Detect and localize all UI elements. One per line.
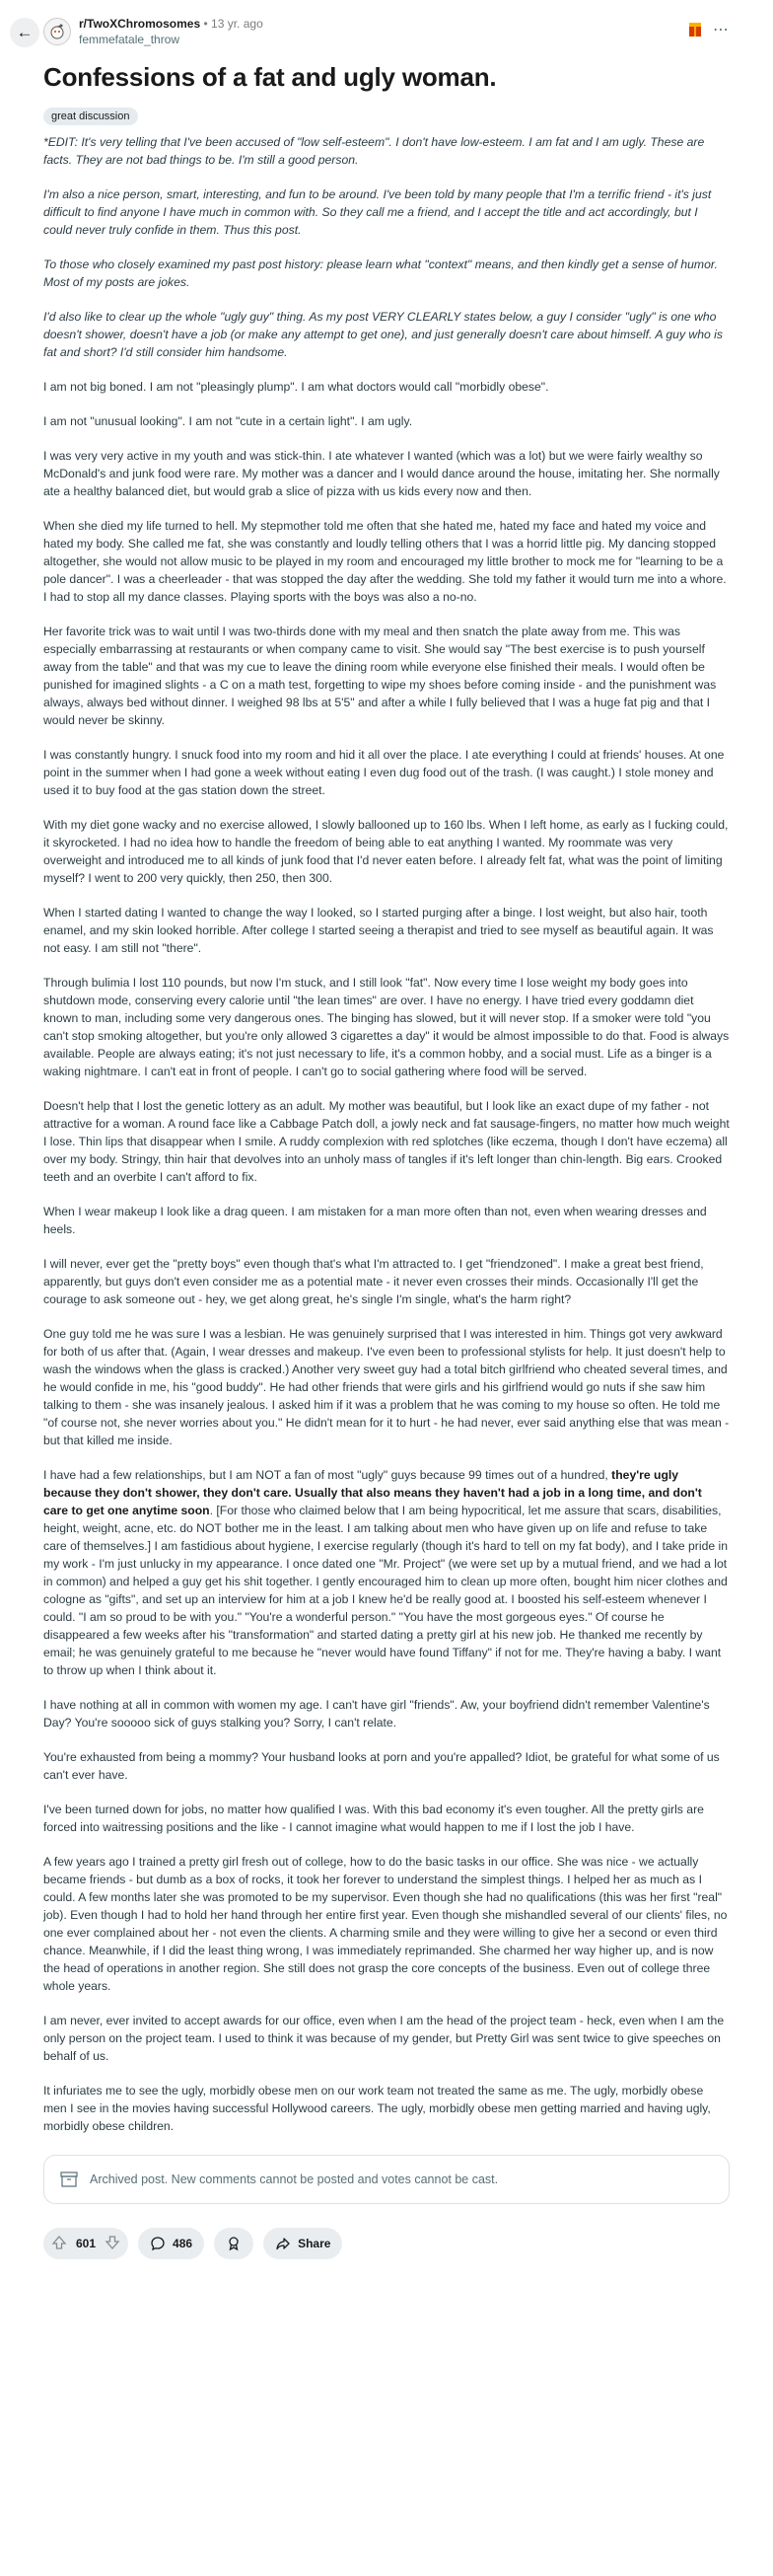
post-paragraph: Her favorite trick was to wait until I was two-thirds done with my meal and then snatch the plate away from me. This was especially embarrassing at restaurants or when company came to visit. She would say "The best exercise is to push yourself away from the table" and that was my cue to leave the dining room while everyone else finished their meals. I would often be punished for imagined slights - a C on a math test, forgetting to wipe my shoes before coming inside - and the punishment was always, always bed without dinner. I weighed 98 lbs at 5'5" and after a while I fully believed that I was a huge fat pig and that I would never be skinny.: [43, 625, 717, 727]
post-meta: [79, 16, 263, 47]
post-paragraph: It infuriates me to see the ugly, morbidly obese men on our work team not treated the same as me. The ugly, morbidly obese men I see in the movies having successful Hollywood careers. The ugly, morbidly obese men getting married and having ugly, morbidly obese children.: [43, 2084, 711, 2133]
post-paragraph: Through bulimia I lost 110 pounds, but now I'm stuck, and I still look "fat". Now every time I lose weight my body goes into shutdown mode, conserving every calorie until "the lean times" are over. I have no energy. I have tried every goddamn diet known to man, including some very dangerous ones. The binging has slowed, but it will never stop. If a smoker were told "you can't stop smoking altogether, but you're only allowed 3 cigarettes a day" it would be almost impossible to do that. Food is always available. People are always eating; it's not just necessary to life, it's a common hobby, and a social must. Life as a binger is a waking nightmare. I can't eat in front of people. I can't go to social gathering where food will be served.: [43, 976, 730, 1078]
post-paragraph: You're exhausted from being a mommy? Your husband looks at porn and you're appalled? Idiot, be grateful for what some of us can't ever have.: [43, 1750, 720, 1782]
paragraph-text: . [For those who claimed below that I am being hypocritical, let me assure that scars, disabilities, height, weight, acne, etc. do NOT bother me in the least. I am talking about men who have given up on life and refuse to take care of themselves.] I am fastidious about hygiene, I exercise regularly (though it's hard to tell on my fat body), and I take pride in my work - I'm just unlucky in my appearance. I once dated one "Mr. Project" (we were set up by a mutual friend, and we had a lot in common) and helped a guy get his shit together. I gently encouraged him to clean up more often, bought him nicer clothes and cologne as "gifts", and set up an interview for him at a job I knew he'd be really good at. I boosted his self-esteem whenever I could. "I am so proud to be with you." "You're a wonderful person." "You have the most gorgeous eyes." Of course he disappeared a few weeks after his "transformation" and started dating a pretty girl at his new job. He thanked me recently by email; he was genuinely grateful to me because he "never would have found Tiffany" if not for me. They're having a baby. I want to throw up when I think about it.: [43, 1504, 728, 1677]
comment-bubble-icon: [150, 2236, 166, 2251]
post-paragraph: *EDIT: It's very telling that I've been accused of "low self-esteem". I don't have low-esteem. I am fat and I am ugly. These are facts. They are not bad things to be. I'm still a good person.: [43, 135, 705, 167]
upvote-arrow-icon[interactable]: [51, 2235, 67, 2253]
archived-notice: [43, 2155, 730, 2204]
share-button[interactable]: [263, 2228, 342, 2259]
post-paragraph: I am not "unusual looking". I am not "cute in a certain light". I am ugly.: [43, 414, 413, 428]
comments-button[interactable]: [138, 2228, 204, 2259]
arrow-left-icon: ←: [16, 23, 34, 41]
paragraph-text: I have had a few relationships, but I am NOT a fan of most "ugly" guys because 99 times out of a hundred,: [43, 1468, 612, 1482]
award-button[interactable]: [214, 2228, 253, 2259]
snoo-avatar-icon: [47, 22, 67, 41]
back-button[interactable]: [10, 18, 39, 47]
award-ribbon-icon: [226, 2236, 242, 2251]
post-paragraph: I've been turned down for jobs, no matter how qualified I was. With this bad economy it's even tougher. All the pretty girls are forced into waitressing positions and the like - I cannot imagine what would happen to me if I lost the job I have.: [43, 1803, 704, 1834]
post-paragraph: To those who closely examined my past post history: please learn what "context" means, and then kindly get a sense of humor. Most of my posts are jokes.: [43, 258, 718, 289]
post-title: Confessions of a fat and ugly woman.: [43, 62, 497, 92]
post-body: [43, 133, 730, 2135]
post-paragraph: I am not big boned. I am not "pleasingly plump". I am what doctors would call "morbidly obese".: [43, 380, 549, 394]
downvote-arrow-icon[interactable]: [105, 2235, 120, 2253]
post-paragraph: I am never, ever invited to accept awards for our office, even when I am the head of the project team - heck, even when I am the only person on the project team. I used to think it was because of my gender, but Pretty Girl was sent twice to give speeches on behalf of us.: [43, 2014, 725, 2063]
post-paragraph: When she died my life turned to hell. My stepmother told me often that she hated me, hated my face and hated my voice and hated my body. She called me fat, she was constantly and loudly telling others that I was a horrid little pig. My dancing stopped altogether, she would not allow music to be played in my room and encouraged my little brother to mock me for "learning to be a pole dancer". I was a cheerleader - that was stopped the day after the wedding. She told my father it would turn me into a whore. I had to stop all my dance classes. Playing sports with the boys was also a no-no.: [43, 519, 727, 604]
vote-control: [43, 2228, 128, 2259]
post-paragraph: A few years ago I trained a pretty girl fresh out of college, how to do the basic tasks in our office. She was nice - we actually became friends - but dumb as a box of rocks, it took her forever to understand the simplest things. I helped her as much as I could. A few months later she was promoted to be my supervisor. Even though she had no qualifications (this was her first "real" job). Even though I had to hold her hand through her entire first year. Even though she mishandled several of our clients' files, no one ever complained about her - not even the clients. A charming smile and they were willing to give her a second or even third chance. Meanwhile, if I did the least thing wrong, I was immediately reprimanded. She charmed her way higher up, and is now the head of operations in another region. She still does not grasp the core concepts of the business. Even out of college three whole years.: [43, 1855, 728, 1993]
post-paragraphs: [43, 133, 730, 1449]
post-paragraph: When I started dating I wanted to change the way I looked, so I started purging after a binge. I lost weight, but also hair, tooth enamel, and my skin looked horrible. After college I started seeing a therapist and tried to see myself as beautiful again. It was not easy. I am still not "there".: [43, 906, 714, 955]
vote-count: 601: [76, 2237, 97, 2250]
share-label: Share: [298, 2237, 331, 2250]
post-paragraph-mixed: [43, 1466, 730, 1679]
post-flair[interactable]: great discussion: [43, 108, 138, 125]
post-time: 13 yr. ago: [211, 17, 263, 31]
post-paragraph: I was constantly hungry. I snuck food into my room and hid it all over the place. I ate everything I could at friends' houses. At one point in the summer when I had gone a week without eating I even dug food out of the trash. (I was caught.) I stole money and used it to buy food at the gas station down the street.: [43, 748, 725, 797]
post-paragraph: I will never, ever get the "pretty boys" even though that's what I'm attracted to. I get "friendzoned". I make a great best friend, apparently, but guys don't even consider me as a potential mate - it never even crosses their minds. Occasionally I'll get the courage to ask someone out - hey, we get along great, he's single I'm single, what's the harm right?: [43, 1257, 704, 1306]
paragraph-bold-text: they're ugly because they don't shower, they don't care. Usually that also means they haven't had a job in a long time, and don't care to get one anytime soon: [43, 1468, 702, 1517]
post-header: [16, 16, 730, 51]
meta-separator: •: [203, 17, 208, 31]
post-paragraph: When I wear makeup I look like a drag queen. I am mistaken for a man more often than not, even when wearing dresses and heels.: [43, 1205, 707, 1236]
comment-count: 486: [173, 2237, 193, 2250]
post-paragraph: I was very very active in my youth and was stick-thin. I ate whatever I wanted (which was a lot) but we were fairly wealthy so McDonald's and junk food were rare. My mother was a dancer and I would dance around the house, imitating her. She normally ate a healthy balanced diet, but would grab a slice of pizza with us kids every now and then.: [43, 449, 720, 498]
header-actions: [689, 20, 730, 39]
author-username[interactable]: femmefatale_throw: [79, 33, 180, 46]
post-paragraphs-continued: [43, 1696, 730, 2135]
post-paragraph: One guy told me he was sure I was a lesbian. He was genuinely surprised that I was interested in him. Things got very awkward for both of us after that. (Again, I wear dresses and makeup. I've even been to professional stylists for help. It just doesn't help to wash the windows when the glass is cracked.) Another very sweet guy had a total bitch girlfriend who cheated several times, and he would confide in me, his "good buddy". He had other friends that were girls and his girlfriend would go nuts if she saw him talking to them - she was insanely jealous. I asked him if it was a problem that he was coming to my house so often. He told me "of course not, she never worries about you." He didn't mean for it to hurt - he had never, ever said anything else that was mean - but that killed me inside.: [43, 1327, 730, 1447]
subreddit-avatar[interactable]: [43, 18, 71, 45]
archived-notice-text: Archived post. New comments cannot be posted and votes cannot be cast.: [90, 2172, 499, 2186]
share-arrow-icon: [275, 2236, 291, 2251]
post-paragraph: With my diet gone wacky and no exercise allowed, I slowly ballooned up to 160 lbs. When I left home, as early as I fucking could, it skyrocketed. I had no idea how to handle the freedom of being able to eat anything I wanted. My roommate was very overweight and introduced me to all kinds of junk food that I'd never eaten before. I already felt fat, what was the point of limiting myself? I went to 200 very quickly, then 250, then 300.: [43, 818, 729, 885]
post-action-bar: [43, 2228, 730, 2259]
subreddit-name[interactable]: r/TwoXChromosomes: [79, 17, 201, 31]
post-paragraph: I'm also a nice person, smart, interesting, and fun to be around. I've been told by many people that I'm a terrific friend - it's just difficult to find anyone I have much in common with. So they call me a friend, and I accept the title and act accordingly, but I could never truly confide in them. Thus this post.: [43, 187, 712, 237]
post-paragraph: Doesn't help that I lost the genetic lottery as an adult. My mother was beautiful, but I look like an exact dupe of my father - not attractive for a woman. A round face like a Cabbage Patch doll, a jowly neck and fat sausage-fingers, no matter how much weight I lose. Thin lips that disappear when I smile. A ruddy complexion with red splotches (like eczema, though I don't have eczema) all over my body. Stringy, thin hair that devolves into an unholy mass of tangles if it's left longer than chin-length. Big ears. Crooked teeth and an overbite I can't afford to fix.: [43, 1099, 730, 1184]
ellipsis-icon[interactable]: ⋯: [713, 22, 730, 38]
post-paragraph: I have nothing at all in common with women my age. I can't have girl "friends". Aw, your boyfriend didn't remember Valentine's Day? You're sooooo sick of guys stalking you? Sorry, I can't relate.: [43, 1698, 710, 1730]
archive-box-icon: [60, 2171, 78, 2187]
post-paragraph: I'd also like to clear up the whole "ugly guy" thing. As my post VERY CLEARLY states below, a guy I consider "ugly" is one who doesn't shower, doesn't have a job (or make any attempt to get one), and just generally doesn't care about himself. A guy who is fat and short? I'd still consider him handsome.: [43, 310, 723, 359]
award-icon[interactable]: [689, 23, 701, 37]
